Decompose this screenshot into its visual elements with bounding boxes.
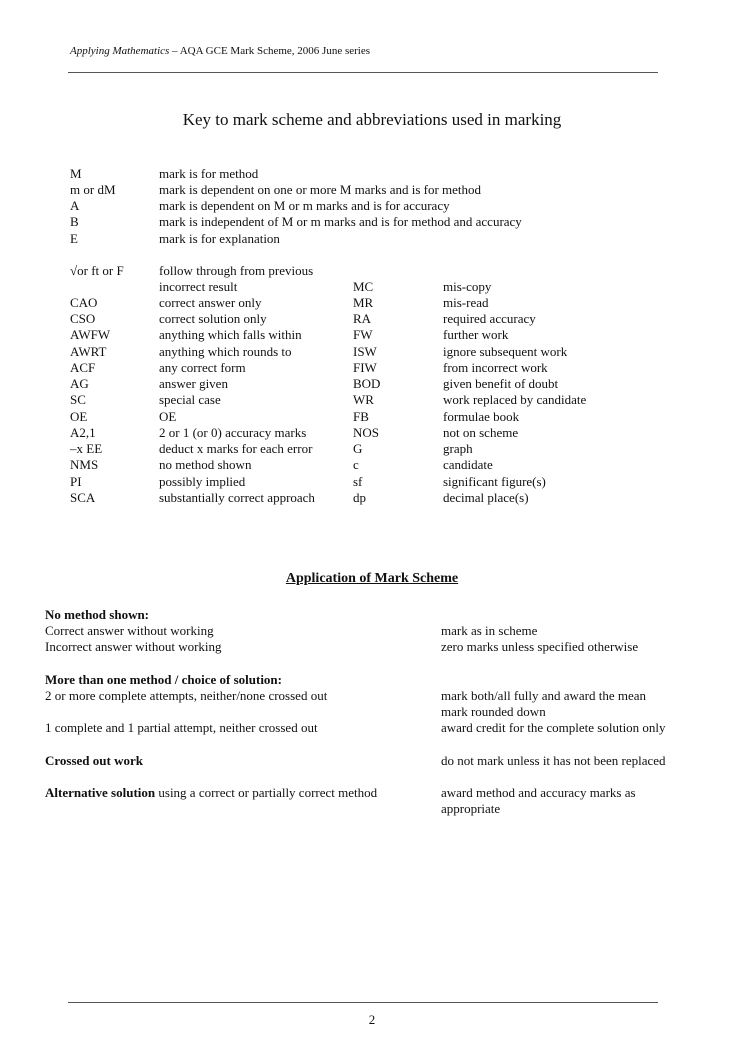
abbr-meaning-right: significant figure(s): [443, 474, 546, 489]
abbr-meaning: answer given: [159, 376, 228, 391]
abbr-code-right: ISW: [353, 344, 377, 359]
abbr-code: SCA: [70, 490, 96, 505]
abbr-code: SC: [70, 392, 86, 407]
alternative-right-line1: award method and accuracy marks as: [441, 785, 636, 800]
footer-rule: [68, 1002, 658, 1003]
abbr-code: OE: [70, 409, 88, 424]
abbr-code-right: RA: [353, 311, 372, 326]
running-header: [70, 44, 370, 58]
alternative-solution-line: [45, 785, 377, 801]
abbr-meaning-right: required accuracy: [443, 311, 536, 326]
page-number: 2: [368, 1012, 376, 1027]
abbr-code-right: c: [353, 457, 359, 472]
alternative-heading: Alternative solution: [45, 785, 156, 800]
abbr-code: CAO: [70, 295, 98, 310]
abbr-code: –x EE: [70, 441, 103, 456]
more-than-one-row2-left: 1 complete and 1 partial attempt, neither crossed out: [45, 720, 318, 735]
mark-code: A: [70, 198, 80, 213]
header-rest: – AQA GCE Mark Scheme, 2006 June series: [169, 45, 371, 57]
mark-code: B: [70, 214, 79, 229]
abbr-code-right: FB: [353, 409, 369, 424]
mark-meaning: mark is independent of M or m marks and is for method and accuracy: [159, 214, 522, 229]
abbr-meaning-right: decimal place(s): [443, 490, 529, 505]
abbr-meaning: anything which falls within: [159, 327, 302, 342]
abbr-code: AWRT: [70, 344, 107, 359]
abbr-meaning: deduct x marks for each error: [159, 441, 313, 456]
crossed-out-right: do not mark unless it has not been replaced: [441, 753, 666, 768]
no-method-row1-left: Correct answer without working: [45, 623, 214, 638]
abbr-meaning-right: further work: [443, 327, 509, 342]
no-method-row1-right: mark as in scheme: [441, 623, 538, 638]
abbr-meaning-right: candidate: [443, 457, 493, 472]
abbr-code-right: MR: [353, 295, 374, 310]
abbr-meaning: correct answer only: [159, 295, 262, 310]
mark-code: m or dM: [70, 182, 116, 197]
abbr-code-right: WR: [353, 392, 374, 407]
abbr-code-right: G: [353, 441, 363, 456]
abbr-meaning-right: mis-copy: [443, 279, 492, 294]
mark-meaning: mark is dependent on one or more M marks and is for method: [159, 182, 482, 197]
abbr-meaning: possibly implied: [159, 474, 246, 489]
no-method-row2-left: Incorrect answer without working: [45, 639, 222, 654]
more-than-one-row1-right-line1: mark both/all fully and award the mean: [441, 688, 647, 703]
mark-meaning: mark is for explanation: [159, 231, 280, 246]
follow-through-meaning-line1: follow through from previous: [159, 263, 314, 278]
abbr-meaning: special case: [159, 392, 221, 407]
abbr-code: PI: [70, 474, 82, 489]
more-than-one-row1-left: 2 or more complete attempts, neither/none crossed out: [45, 688, 328, 703]
mark-code: M: [70, 166, 82, 181]
abbr-code: ACF: [70, 360, 96, 375]
abbr-meaning: OE: [159, 409, 177, 424]
header-italic-title: Applying Mathematics: [70, 45, 170, 57]
abbr-meaning-right: formulae book: [443, 409, 520, 424]
more-than-one-heading: More than one method / choice of solution:: [45, 672, 282, 687]
crossed-out-heading: Crossed out work: [45, 753, 143, 768]
no-method-heading: No method shown:: [45, 607, 150, 622]
abbr-meaning: anything which rounds to: [159, 344, 292, 359]
abbr-meaning-right: graph: [443, 441, 473, 456]
alternative-rest: using a correct or partially correct method: [155, 785, 378, 800]
abbr-code: CSO: [70, 311, 96, 326]
abbr-meaning-right: from incorrect work: [443, 360, 548, 375]
mark-meaning: mark is for method: [159, 166, 259, 181]
section-title: Application of Mark Scheme: [285, 571, 459, 586]
abbr-code-right: FIW: [353, 360, 377, 375]
page-title: Key to mark scheme and abbreviations used in marking: [182, 110, 562, 129]
abbr-code: NMS: [70, 457, 99, 472]
abbr-code-right: NOS: [353, 425, 380, 440]
more-than-one-row2-right: award credit for the complete solution only: [441, 720, 666, 735]
abbr-meaning-right: work replaced by candidate: [443, 392, 587, 407]
mark-code: E: [70, 231, 78, 246]
follow-through-code: √or ft or F: [70, 263, 124, 278]
abbr-code-right: dp: [353, 490, 366, 505]
abbr-meaning: correct solution only: [159, 311, 267, 326]
mark-meaning: mark is dependent on M or m marks and is for accuracy: [159, 198, 450, 213]
abbr-code-right: sf: [353, 474, 363, 489]
abbr-meaning-right: ignore subsequent work: [443, 344, 568, 359]
abbr-meaning: no method shown: [159, 457, 252, 472]
abbr-code-right: BOD: [353, 376, 381, 391]
abbr-meaning: any correct form: [159, 360, 246, 375]
follow-through-meaning-line2: incorrect result: [159, 279, 238, 294]
abbr-code-right: FW: [353, 327, 373, 342]
abbr-code: AWFW: [70, 327, 111, 342]
no-method-row2-right: zero marks unless specified otherwise: [441, 639, 639, 654]
more-than-one-row1-right-line2: mark rounded down: [441, 704, 546, 719]
abbr-code-right: MC: [353, 279, 374, 294]
abbr-meaning: substantially correct approach: [159, 490, 315, 505]
abbr-code: AG: [70, 376, 89, 391]
abbr-meaning-right: not on scheme: [443, 425, 519, 440]
abbr-meaning-right: mis-read: [443, 295, 489, 310]
alternative-right-line2: appropriate: [441, 801, 501, 816]
abbr-meaning-right: given benefit of doubt: [443, 376, 559, 391]
header-rule: [68, 72, 658, 73]
abbr-meaning: 2 or 1 (or 0) accuracy marks: [159, 425, 307, 440]
abbr-code: A2,1: [70, 425, 96, 440]
